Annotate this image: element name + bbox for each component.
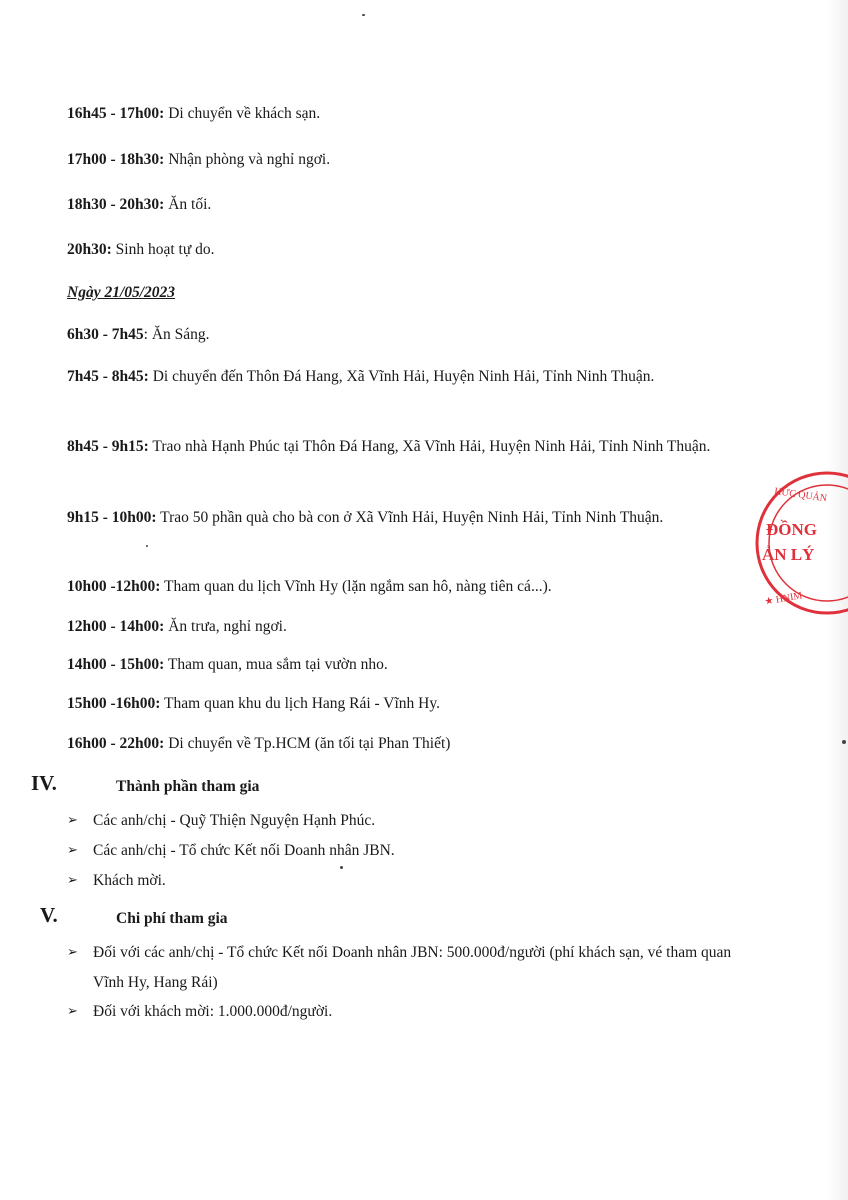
schedule-line: 15h00 -16h00: Tham quan khu du lịch Hang Rái - Vĩnh Hy. — [67, 695, 440, 712]
schedule-line: 6h30 - 7h45: Ăn Sáng. — [67, 326, 210, 343]
schedule-line: 20h30: Sinh hoạt tự do. — [67, 241, 215, 258]
arrow-bullet-icon: ➢ — [67, 1004, 78, 1019]
schedule-line: 16h45 - 17h00: Di chuyển về khách sạn. — [67, 105, 321, 122]
scan-speck — [842, 740, 846, 744]
seal-line-2: ẢN LÝ — [762, 545, 815, 564]
seal-bottom-text: ★ HNIM — [763, 590, 804, 608]
schedule-line: 7h45 - 8h45: Di chuyển đến Thôn Đá Hang, Xã Vĩnh Hải, Huyện Ninh Hải, Tỉnh Ninh Thuận. — [67, 368, 655, 385]
day-heading: Ngày 21/05/2023 — [67, 284, 176, 301]
section-number: V. — [40, 903, 58, 927]
schedule-line: 18h30 - 20h30: Ăn tối. — [67, 196, 212, 213]
schedule-line: 12h00 - 14h00: Ăn trưa, nghỉ ngơi. — [67, 618, 287, 635]
arrow-bullet-icon: ➢ — [67, 843, 78, 858]
seal-line-1: ĐỒNG — [766, 520, 817, 539]
schedule-line: 16h00 - 22h00: Di chuyển về Tp.HCM (ăn tối tại Phan Thiết) — [67, 735, 451, 752]
schedule-line: 10h00 -12h00: Tham quan du lịch Vĩnh Hy (lặn ngắm san hô, nàng tiên cá...). — [67, 578, 552, 595]
scan-speck — [362, 14, 365, 16]
list-item: ➢ Đối với các anh/chị - Tổ chức Kết nối Doanh nhân JBN: 500.000đ/người (phí khách sạn, vé tham quan Vĩnh Hy, Hang Rái) — [67, 938, 747, 998]
schedule-line: 17h00 - 18h30: Nhận phòng và nghỉ ngơi. — [67, 151, 331, 168]
arrow-bullet-icon: ➢ — [67, 873, 78, 888]
section-title: Chi phí tham gia — [116, 910, 228, 927]
section-title: Thành phần tham gia — [116, 778, 260, 795]
list-item: ➢ Các anh/chị - Tổ chức Kết nối Doanh nhân JBN. — [67, 836, 747, 866]
schedule-line: 14h00 - 15h00: Tham quan, mua sắm tại vườn nho. — [67, 656, 388, 673]
scan-speck — [340, 866, 343, 869]
section-number: IV. — [31, 771, 57, 795]
arrow-bullet-icon: ➢ — [67, 945, 78, 960]
schedule-line: 9h15 - 10h00: Trao 50 phần quà cho bà con ở Xã Vĩnh Hải, Huyện Ninh Hải, Tỉnh Ninh Thuận. — [67, 509, 664, 526]
list-item: ➢ Khách mời. — [67, 866, 747, 896]
arrow-bullet-icon: ➢ — [67, 813, 78, 828]
scan-speck — [146, 545, 148, 547]
list-item: ➢ Các anh/chị - Quỹ Thiện Nguyện Hạnh Phúc. — [67, 806, 747, 836]
schedule-line: 8h45 - 9h15: Trao nhà Hạnh Phúc tại Thôn Đá Hang, Xã Vĩnh Hải, Huyện Ninh Hải, Tỉnh Ninh Thuận. — [67, 438, 711, 455]
list-item: ➢ Đối với khách mời: 1.000.000đ/người. — [67, 997, 747, 1027]
seal-top-text: HỨC QUẢN — [773, 486, 828, 505]
official-seal — [752, 468, 848, 618]
